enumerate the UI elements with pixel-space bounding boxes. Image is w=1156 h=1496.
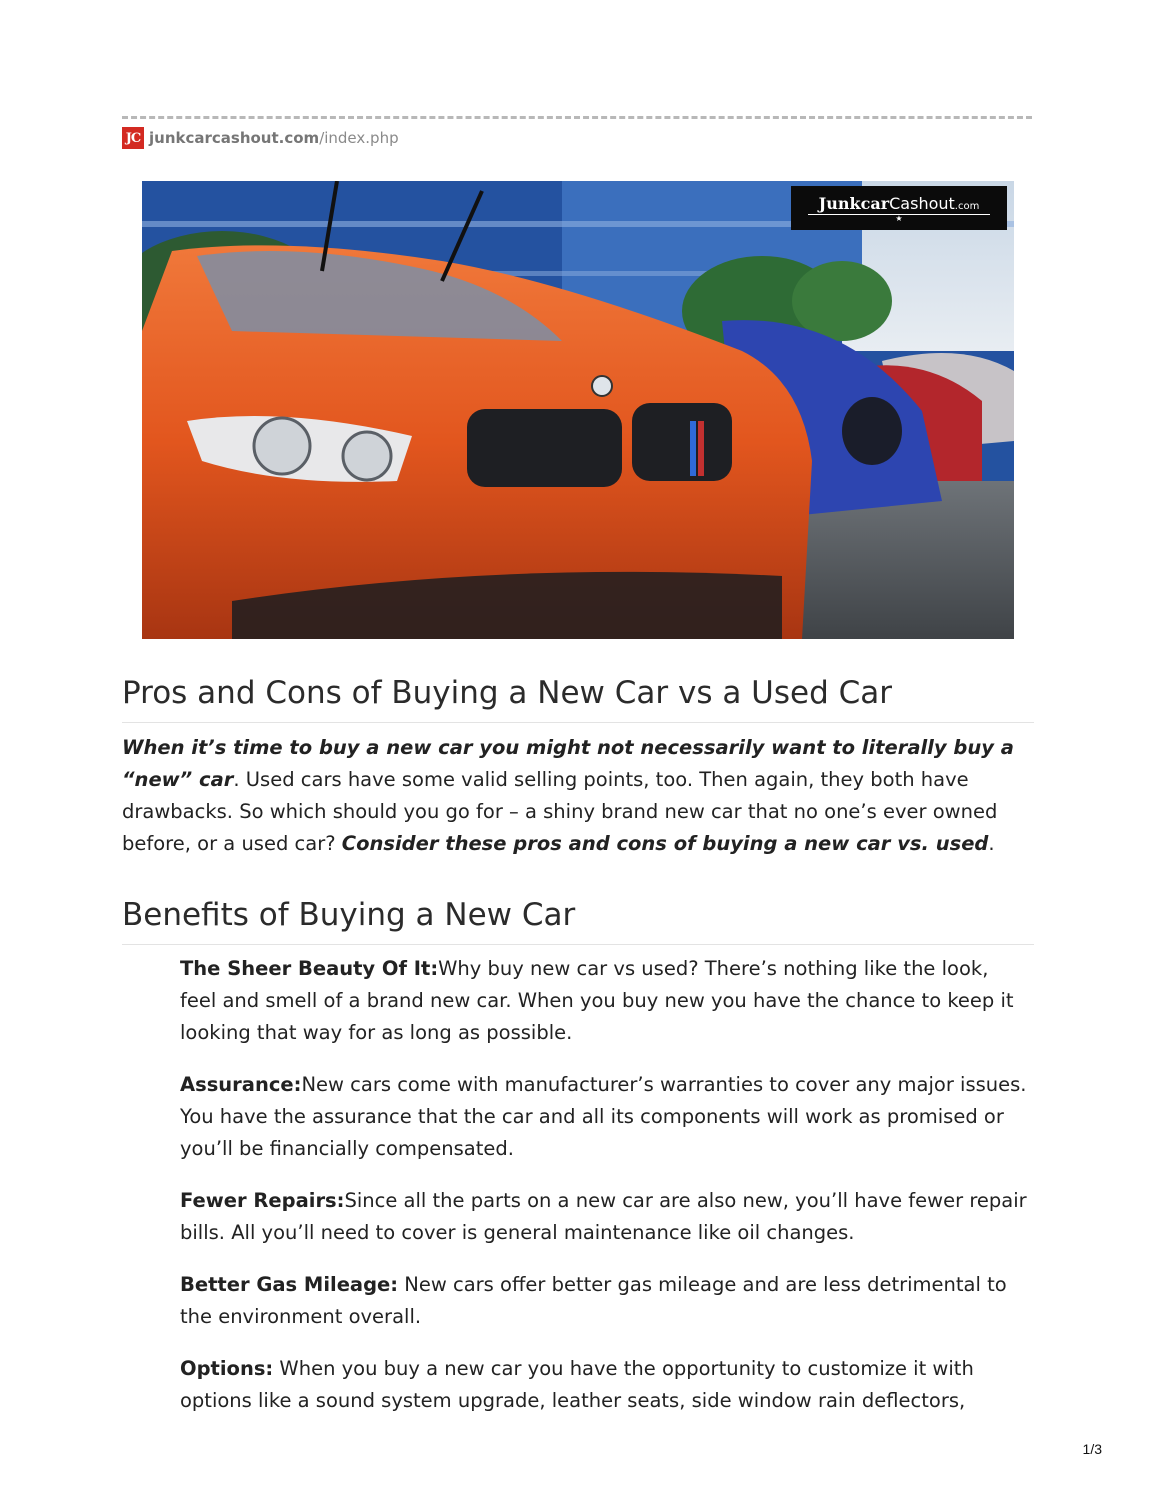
benefit-text: New cars offer better gas mileage and are less detrimental to the environment overall. bbox=[180, 1273, 1007, 1328]
benefit-text: New cars come with manufacturer’s warranties to cover any major issues. You have the assurance that the car and all its components will work as promised or you’ll be financially compensated. bbox=[180, 1073, 1027, 1160]
benefit-label: Assurance: bbox=[180, 1073, 302, 1096]
source-url bbox=[122, 126, 399, 150]
logo-star-icon: ★ bbox=[808, 214, 990, 223]
source-path: /index.php bbox=[319, 129, 399, 147]
intro-body: . Used cars have some valid selling points, too. Then again, they both have drawbacks. So which should you go for – a shiny brand new car that no one’s ever owned before, or a used car? bbox=[122, 768, 998, 855]
benefit-item bbox=[180, 953, 1030, 1049]
benefit-label: The Sheer Beauty Of It: bbox=[180, 957, 439, 980]
intro-end: . bbox=[988, 832, 995, 855]
source-domain-link[interactable]: junkcarcashout.com bbox=[149, 129, 320, 147]
logo-text-cashout: Cashout bbox=[889, 193, 955, 213]
benefit-text: Since all the parts on a new car are also new, you’ll have fewer repair bills. All you’ll need to cover is general maintenance like oil changes. bbox=[180, 1189, 1027, 1244]
benefit-item bbox=[180, 1185, 1030, 1249]
logo-text-junkcar: Junkcar bbox=[818, 193, 890, 213]
car-photo-illustration bbox=[142, 181, 1014, 639]
section-title: Benefits of Buying a New Car bbox=[122, 892, 1034, 945]
intro-emphasis: When it’s time to buy a new car you might not necessarily want to literally buy a “new” car bbox=[122, 736, 1014, 791]
benefit-text: Why buy new car vs used? There’s nothing like the look, feel and smell of a brand new car. When you buy new you have the chance to keep it looking that way for as long as possible. bbox=[180, 957, 1014, 1044]
intro-emphasis-2: Consider these pros and cons of buying a new car vs. used bbox=[341, 832, 989, 855]
benefit-label: Better Gas Mileage: bbox=[180, 1273, 399, 1296]
benefit-item bbox=[180, 1353, 1030, 1417]
logo-text-com: .com bbox=[954, 200, 980, 212]
benefit-item bbox=[180, 1069, 1030, 1165]
intro-paragraph bbox=[122, 732, 1034, 860]
benefit-item bbox=[180, 1269, 1030, 1333]
header-divider bbox=[122, 116, 1032, 119]
page-number: 1/3 bbox=[1082, 1441, 1102, 1457]
benefit-label: Options: bbox=[180, 1357, 274, 1380]
benefit-label: Fewer Repairs: bbox=[180, 1189, 345, 1212]
article-title: Pros and Cons of Buying a New Car vs a Used Car bbox=[122, 670, 1034, 723]
site-logo-badge bbox=[791, 186, 1007, 230]
site-favicon-icon: JC bbox=[122, 127, 144, 149]
benefit-text: When you buy a new car you have the opportunity to customize it with options like a sound system upgrade, leather seats, side window rain deflectors, bbox=[180, 1357, 974, 1412]
hero-image bbox=[142, 181, 1014, 639]
